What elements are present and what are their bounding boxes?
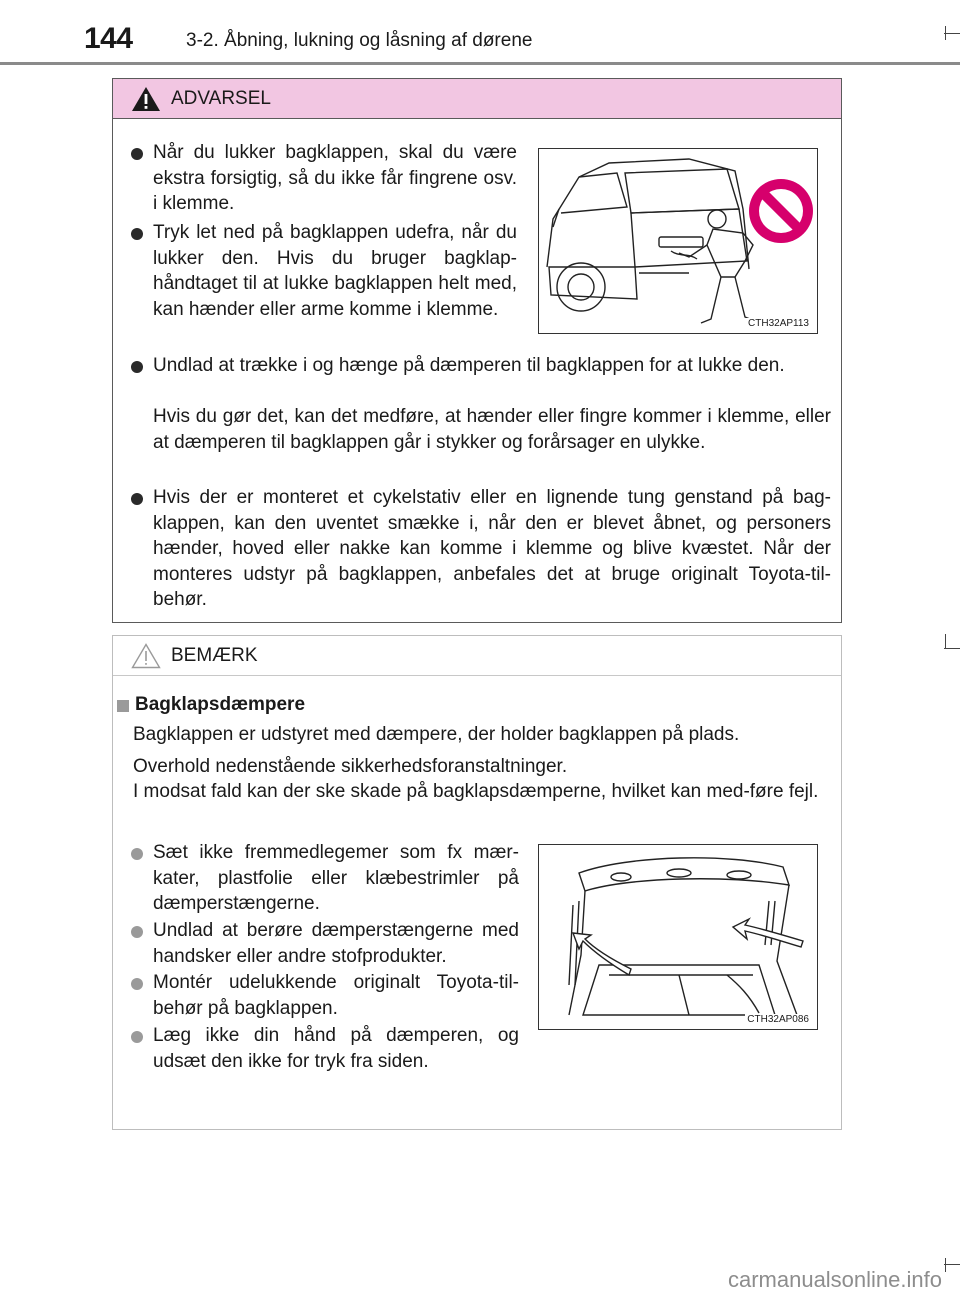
bullet-dot <box>131 848 143 860</box>
notice-box <box>112 635 842 1130</box>
header-rule <box>0 62 960 65</box>
section-title: 3-2. Åbning, lukning og låsning af dørene <box>186 30 533 51</box>
tailgate-dampers-illustration <box>538 844 818 1030</box>
figure-code: CTH32AP113 <box>748 318 809 329</box>
notice-paragraph-2: Overhold nedenstående sikkerhedsforanstaltninger. <box>133 756 568 777</box>
page-number: 144 <box>84 22 133 55</box>
notice-paragraph-3: I modsat fald kan der ske skade på bagklapsdæmperne, hvilket kan med-føre fejl. <box>133 781 819 802</box>
car-rear-illustration <box>539 149 818 334</box>
bullet-dot <box>131 148 143 160</box>
notice-paragraph-1: Bagklappen er udstyret med dæmpere, der holder bagklappen på plads. <box>133 724 740 745</box>
watermark: carmanualsonline.info <box>727 1267 942 1292</box>
warning-bullet-3b: Hvis du gør det, kan det medføre, at hænder eller fingre kommer i klemme, eller at dæmperen til bagklappen går i stykker og forårsager en ulykke. <box>153 406 831 453</box>
crop-mark <box>945 26 946 40</box>
warning-box <box>112 78 842 623</box>
bullet-dot <box>131 493 143 505</box>
crop-mark <box>944 1264 960 1265</box>
crop-mark <box>945 1258 946 1272</box>
notice-subheading: Bagklapsdæmpere <box>135 694 306 715</box>
warning-title: ADVARSEL <box>171 88 271 109</box>
notice-bullet-2: Undlad at berøre dæmperstængerne med handsker eller andre stofprodukter. <box>153 920 519 967</box>
notice-bullet-1: Sæt ikke fremmedlegemer som fx mær-kater, plastfolie eller klæbestrimler på dæmperstængerne. <box>153 842 519 914</box>
warning-bullet-1: Når du lukker bagklappen, skal du være ekstra forsigtig, så du ikke får fingrene osv. i klemme. <box>153 142 517 214</box>
crop-mark <box>944 33 960 34</box>
bullet-dot <box>131 926 143 938</box>
bullet-dot <box>131 1031 143 1043</box>
bullet-dot <box>131 228 143 240</box>
notice-header <box>113 636 841 676</box>
crop-mark <box>945 634 946 648</box>
section-square-icon <box>117 700 129 712</box>
caution-triangle-icon <box>131 643 161 669</box>
notice-bullet-4: Læg ikke din hånd på dæmperen, og udsæt den ikke for tryk fra siden. <box>153 1025 519 1072</box>
bullet-dot <box>131 361 143 373</box>
tailgate-closing-illustration <box>538 148 818 334</box>
warning-triangle-icon <box>131 86 161 112</box>
warning-header <box>113 79 841 119</box>
notice-bullet-3: Montér udelukkende originalt Toyota-til-behør på bagklappen. <box>153 972 519 1019</box>
open-tailgate-illustration <box>539 845 818 1030</box>
warning-bullet-2: Tryk let ned på bagklappen udefra, når du lukker den. Hvis du bruger bagklap-håndtaget til at lukke bagklappen helt med, kan hænder eller arme komme i klemme. <box>153 222 517 320</box>
bullet-dot <box>131 978 143 990</box>
figure-code: CTH32AP086 <box>747 1014 809 1025</box>
warning-bullet-4: Hvis der er monteret et cykelstativ eller en lignende tung genstand på bag-klappen, kan den uventet smække i, når den er blevet åbnet, og personers hænder, hoved eller nakke kan komme i klemme og blive kvæstet. Når der monteres udstyr på bagklappen, anbefales det at bruge originalt Toyota-til-behør. <box>153 487 831 610</box>
crop-mark <box>944 648 960 649</box>
warning-bullet-3a: Undlad at trække i og hænge på dæmperen til bagklappen for at lukke den. <box>153 355 785 376</box>
notice-title: BEMÆRK <box>171 645 258 666</box>
